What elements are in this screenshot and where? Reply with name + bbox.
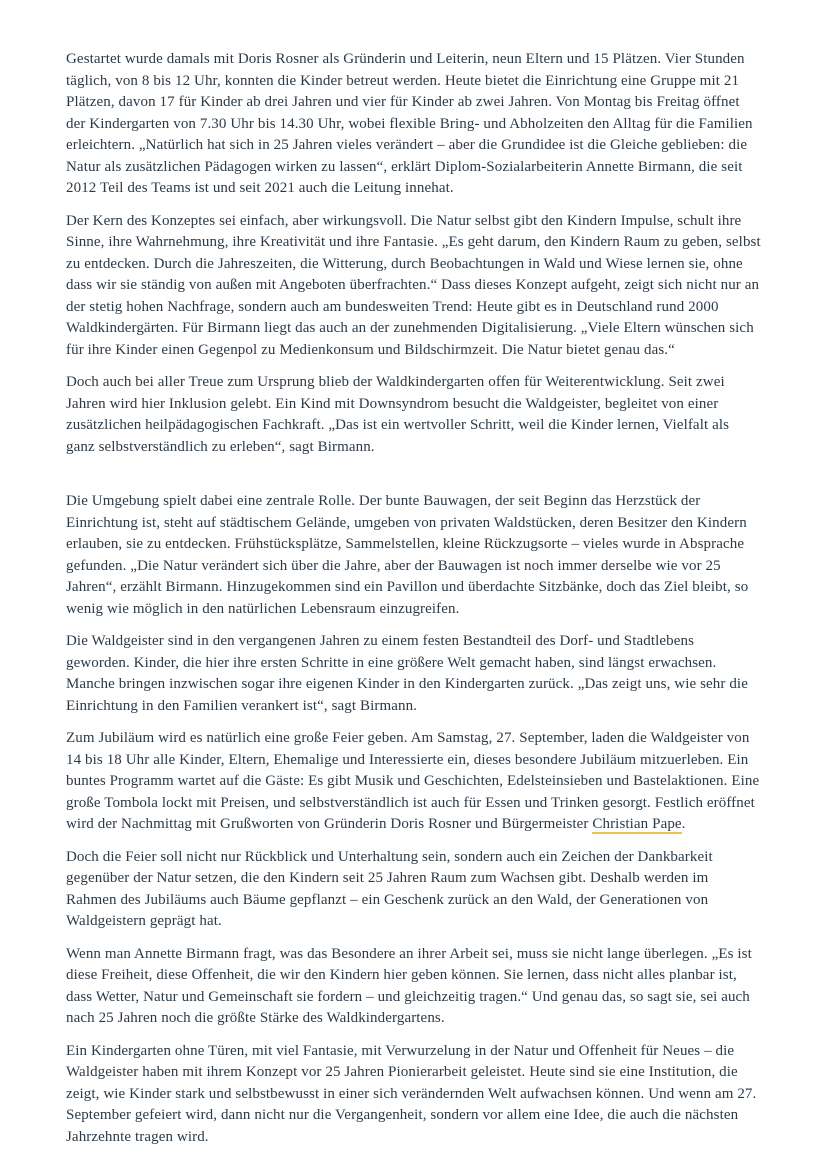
article-body [66,49,761,1148]
article-paragraph: Ein Kindergarten ohne Türen, mit viel Fantasie, mit Verwurzelung in der Natur und Offenheit für Neues – die Waldgeister haben mit ihrem Konzept vor 25 Jahren Pionierarbeit geleistet. Heute sind sie eine Institution, die zeigt, wie Kinder stark und selbstbewusst in einer sich verändernden Welt aufwachsen können. Und wenn am 27. September gefeiert wird, dann nicht nur die Vergangenheit, sondern vor allem eine Idee, die auch die nächsten Jahrzehnte tragen wird. [66,1042,757,1145]
article-paragraph: Die Umgebung spielt dabei eine zentrale Rolle. Der bunte Bauwagen, der seit Beginn das Herzstück der Einrichtung ist, steht auf städtischem Gelände, umgeben von privaten Waldstücken, deren Besitzer den Kindern erlauben, sie zu entdecken. Frühstücksplätze, Sammelstellen, kleine Rückzugsorte – vieles wurde in Absprache gefunden. „Die Natur verändert sich über die Jahre, aber der Bauwagen ist noch immer derselbe wie vor 25 Jahren“, erzählt Birmann. Hinzugekommen sind ein Pavillon und überdachte Sitzbänke, doch das Ziel bleibt, so wenig wie möglich in den natürlichen Lebensraum einzugreifen. [66,493,749,617]
article-paragraph [66,728,761,836]
christian-pape-link[interactable]: Christian Pape [592,816,682,832]
article-paragraph: Gestartet wurde damals mit Doris Rosner als Gründerin und Leiterin, neun Eltern und 15 Plätzen. Vier Stunden täglich, von 8 bis 12 Uhr, konnten die Kinder betreut werden. Heute bietet die Einrichtung eine Gruppe mit 21 Plätzen, davon 17 für Kinder ab drei Jahren und vier für Kinder ab zwei Jahren. Von Montag bis Freitag öffnet der Kindergarten von 7.30 Uhr bis 14.30 Uhr, wobei flexible Bring- und Abholzeiten den Alltag für die Familien erleichtern. „Natürlich hat sich in 25 Jahren vieles verändert – aber die Grundidee ist die Gleiche geblieben: die Natur als zusätzlichen Pädagogen wirken zu lassen“, erklärt Diplom-Sozialarbeiterin Annette Birmann, die seit 2012 Teil des Teams ist und seit 2021 auch die Leitung innehat. [66,51,753,196]
article-paragraph: Der Kern des Konzeptes sei einfach, aber wirkungsvoll. Die Natur selbst gibt den Kindern Impulse, schult ihre Sinne, ihre Wahrnehmung, ihre Kreativität und ihre Fantasie. „Es geht darum, den Kindern Raum zu geben, selbst zu entdecken. Durch die Jahreszeiten, die Witterung, durch Beobachtungen in Wald und Wiese lernen sie, ohne dass wir sie ständig von außen mit Angeboten überfrachten.“ Dass dieses Konzept aufgeht, zeigt sich nicht nur an der stetig hohen Nachfrage, sondern auch am bundesweiten Trend: Heute gibt es in Deutschland rund 2000 Waldkindergärten. Für Birmann liegt das auch an der zunehmenden Digitalisierung. „Viele Eltern wünschen sich für ihre Kinder einen Gegenpol zu Medienkonsum und Bildschirmzeit. Die Natur bietet genau das.“ [66,212,761,358]
article-paragraph: Die Waldgeister sind in den vergangenen Jahren zu einem festen Bestandteil des Dorf- und Stadtlebens geworden. Kinder, die hier ihre ersten Schritte in eine größere Welt gemacht haben, sind längst erwachsen. Manche bringen inzwischen sogar ihre eigenen Kinder in den Kindergarten zurück. „Das zeigt uns, wie sehr die Einrichtung in den Familien verankert ist“, sagt Birmann. [66,633,748,714]
paragraph-text: Zum Jubiläum wird es natürlich eine große Feier geben. Am Samstag, 27. September, laden die Waldgeister von 14 bis 18 Uhr alle Kinder, Eltern, Ehemalige und Interessierte ein, dieses besondere Jubiläum mitzuerleben. Ein buntes Programm wartet auf die Gäste: Es gibt Musik und Geschichten, Edelsteinsieben und Bastelaktionen. Eine große Tombola lockt mit Preisen, und selbstverständlich ist auch für Essen und Trinken gesorgt. Festlich eröffnet wird der Nachmittag mit Grußworten von Gründerin Doris Rosner und Bürgermeister [66,730,760,832]
article-paragraph: Wenn man Annette Birmann fragt, was das Besondere an ihrer Arbeit sei, muss sie nicht lange überlegen. „Es ist diese Freiheit, diese Offenheit, die wir den Kindern hier geben können. Sie lernen, dass nicht alles planbar ist, dass Wetter, Natur und Gemeinschaft sie fordern – und gleichzeitig tragen.“ Und genau das, so sagt sie, sei auch nach 25 Jahren noch die größte Stärke des Waldkindergartens. [66,945,752,1026]
article-paragraph: Doch die Feier soll nicht nur Rückblick und Unterhaltung sein, sondern auch ein Zeichen der Dankbarkeit gegenüber der Natur setzen, die den Kindern seit 25 Jahren Raum zum Wachsen gibt. Deshalb werden im Rahmen des Jubiläums auch Bäume gepflanzt – ein Geschenk zurück an den Wald, der Generationen von Waldgeistern geprägt hat. [66,848,713,929]
article-paragraph: Doch auch bei aller Treue zum Ursprung blieb der Waldkindergarten offen für Weiterentwicklung. Seit zwei Jahren wird hier Inklusion gelebt. Ein Kind mit Downsyndrom besucht die Waldgeister, begleitet von einer zusätzlichen heilpädagogischen Fachkraft. „Das ist ein wertvoller Schritt, weil die Kinder lernen, Vielfalt als ganz selbstverständlich zu erleben“, sagt Birmann. [66,374,730,455]
paragraph-text: . [681,816,686,832]
